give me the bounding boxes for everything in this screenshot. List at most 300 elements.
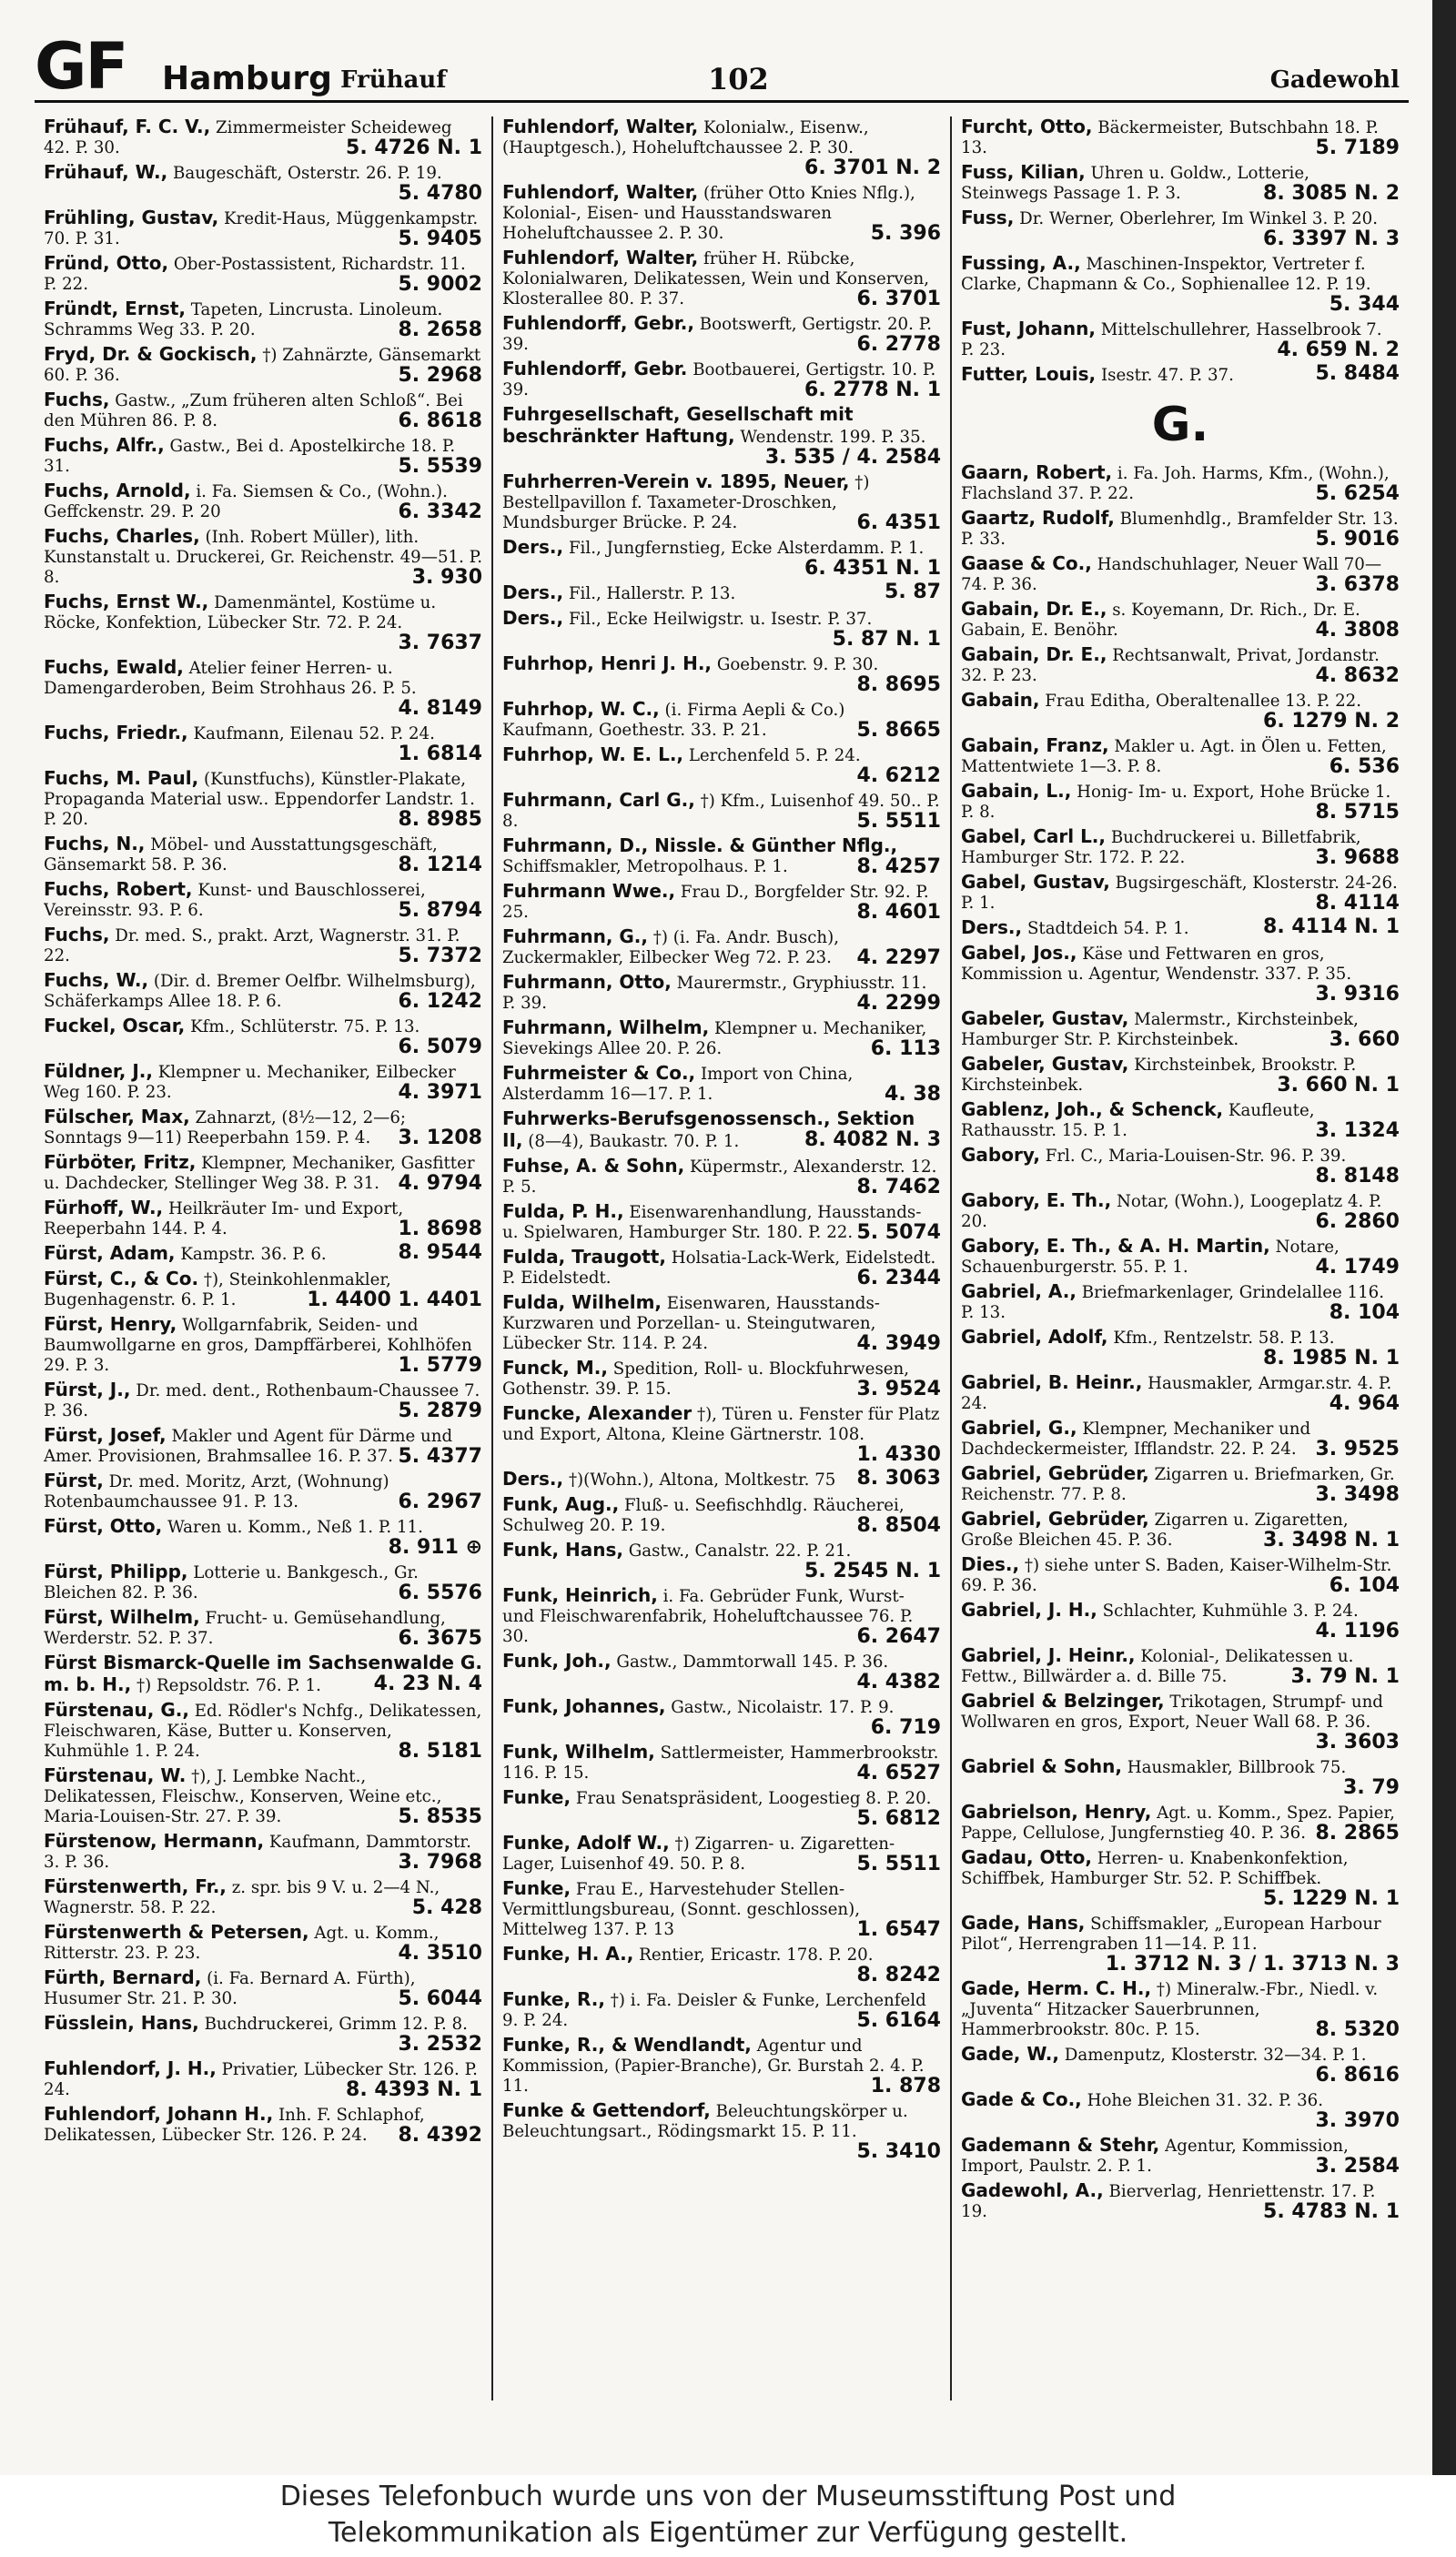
entry-details: Bugsirgeschäft, Klosterstr. 24-26. P. 1. [961, 874, 1398, 913]
directory-entry [961, 2180, 1400, 2222]
phone-number: 4. 3971 [398, 1081, 482, 1103]
entry-name: Fuchs, Alfr., [44, 435, 165, 456]
entry-details: Tapeten, Lincrusta. Linoleum. Schramms Weg 33. P. 20. [44, 300, 443, 339]
directory-entry [44, 2013, 482, 2055]
phone-number: 8. 4392 [398, 2124, 482, 2146]
entry-name: Fuhrmann Wwe., [502, 881, 676, 902]
directory-entry [502, 972, 941, 1014]
entry-details: Holsatia-Lack-Werk, Eidelstedt. P. Eidelstedt. [502, 1248, 936, 1288]
entry-details: Kredit-Haus, Müggenkampstr. 70. P. 31. [44, 209, 479, 248]
entry-name: Gabel, Jos., [961, 943, 1077, 964]
entry-name: Funk, Heinrich, [502, 1585, 658, 1606]
directory-entry [961, 690, 1400, 732]
directory-entry [961, 1645, 1400, 1687]
phone-number: 4. 3949 [856, 1332, 941, 1354]
entry-details: Waren u. Komm., Neß 1. P. 11. [167, 1518, 423, 1537]
directory-entry [961, 599, 1400, 641]
entry-name: Gade, W., [961, 2044, 1059, 2065]
entry-details: Buchdruckerei, Grimm 12. P. 8. [204, 2015, 468, 2034]
entry-details: (i. Fa. Bernard A. Fürth), Husumer Str. 21. P. 30. [44, 1969, 416, 2008]
entry-name: Gablenz, Joh., & Schenck, [961, 1099, 1224, 1120]
directory-entry [502, 1358, 941, 1400]
phone-number: 5. 8665 [856, 719, 941, 741]
entry-name: Gabel, Gustav, [961, 872, 1110, 893]
entry-name: Fürst, Henry, [44, 1314, 177, 1335]
entry-name: Gaartz, Rudolf, [961, 508, 1115, 529]
directory-entry [961, 1691, 1400, 1753]
phone-number: 6. 2647 [856, 1625, 941, 1647]
phone-number: 5. 5074 [856, 1221, 941, 1243]
entry-name: Fuhlendorf, Johann H., [44, 2104, 274, 2125]
entry-details: Rentier, Ericastr. 178. P. 20. [639, 1946, 874, 1965]
entry-details: Kolonialw., Eisenw., (Hauptgesch.), Hoheluftchaussee 2. P. 30. [502, 118, 869, 157]
directory-entry [961, 1756, 1400, 1798]
phone-number: 3. 1324 [1315, 1119, 1400, 1141]
entry-details: Spedition, Roll- u. Blockfuhrwesen, Gothenstr. 39. P. 15. [502, 1359, 910, 1399]
phone-number: 5. 4783 N. 1 [1263, 2200, 1400, 2222]
phone-number: 8. 1214 [398, 854, 482, 875]
entry-details: Dr. med. S., prakt. Arzt, Wagnerstr. 31. P. 22. [44, 926, 460, 965]
entry-name: Füsslein, Hans, [44, 2013, 199, 2034]
entry-details: Agentur, Kommission, Import, Paulstr. 2. P. 1. [961, 2137, 1349, 2176]
phone-number: 5. 6812 [856, 1807, 941, 1829]
entry-name: Gabory, E. Th., [961, 1190, 1112, 1211]
entry-name: Fulda, Traugott, [502, 1247, 666, 1268]
phone-number: 5. 6254 [1315, 482, 1400, 504]
phone-number: 1. 6547 [856, 1918, 941, 1940]
entry-details: Gastw., Canalstr. 22. P. 21. [628, 1541, 852, 1561]
entry-name: Fust, Johann, [961, 318, 1096, 339]
directory-entry [961, 1802, 1400, 1844]
phone-number: 3. 930 [411, 566, 482, 588]
directory-entry [502, 2100, 941, 2162]
phone-number: 6. 719 [870, 1716, 941, 1738]
phone-number: 5. 2545 N. 1 [804, 1560, 941, 1582]
phone-number: 5. 9405 [398, 227, 482, 249]
phone-number: 5. 4780 [398, 182, 482, 204]
phone-number: 5. 4377 [398, 1445, 482, 1467]
entry-name: Gabain, [961, 690, 1040, 711]
phone-number: 8. 4082 N. 3 [804, 1128, 941, 1151]
entry-name: Gabel, Carl L., [961, 826, 1107, 847]
entry-details: Hohe Bleichen 31. 32. P. 36. [1087, 2091, 1324, 2110]
entry-name: Gabriel, G., [961, 1418, 1077, 1439]
entry-details: Klempner u. Mechaniker, Sievekings Allee 20. P. 26. [502, 1019, 927, 1058]
directory-entry [961, 1372, 1400, 1414]
directory-entry [961, 2089, 1400, 2131]
entry-details: Zigarren u. Zigaretten, Große Bleichen 45. P. 36. [961, 1511, 1349, 1550]
directory-entry [502, 926, 941, 968]
entry-name: Gabriel & Sohn, [961, 1756, 1122, 1777]
entry-details: Notar, (Wohn.), Loogeplatz 4. P. 20. [961, 1192, 1382, 1231]
column-right [952, 116, 1409, 2400]
entry-name: Fuchs, Ewald, [44, 657, 184, 678]
phone-number: 8. 2658 [398, 318, 482, 340]
entry-details: Blumenhdlg., Bramfelder Str. 13. P. 33. [961, 510, 1399, 549]
entry-details: Makler u. Agt. in Ölen u. Fetten, Mattentwiete 1—3. P. 8. [961, 737, 1387, 776]
entry-details: Frau Editha, Oberaltenallee 13. P. 22. [1045, 692, 1362, 711]
entry-name: Fürst, C., & Co. [44, 1268, 199, 1289]
directory-entry [961, 1978, 1400, 2040]
directory-entry [502, 1494, 941, 1536]
directory-entry [502, 2035, 941, 2097]
entry-details: †) Zigarren- u. Zigaretten-Lager, Luisenhof 49. 50. P. 8. [502, 1834, 895, 1874]
entry-name: Fuchs, N., [44, 834, 146, 854]
directory-entry [44, 1876, 482, 1918]
entry-details: †) Repsoldstr. 76. P. 1. [136, 1676, 321, 1695]
phone-number: 6. 4351 [856, 511, 941, 533]
phone-number: 6. 1279 N. 2 [1263, 710, 1400, 732]
entry-details: Frucht- u. Gemüsehandlung, Werderstr. 52. P. 37. [44, 1609, 446, 1648]
phone-number: 4. 2299 [856, 992, 941, 1014]
phone-number: 1. 878 [870, 2075, 941, 2097]
phone-number: 5. 7372 [398, 945, 482, 966]
directory-entry [502, 1585, 941, 1647]
entry-details: Atelier feiner Herren- u. Damengarderoben, Beim Strohhaus 26. P. 5. [44, 659, 417, 698]
directory-entry [961, 553, 1400, 595]
entry-details: Dr. med. dent., Rothenbaum-Chaussee 7. P. 36. [44, 1381, 480, 1420]
phone-number: 5. 6164 [856, 2009, 941, 2031]
entry-details: †) Bestellpavillon f. Taxameter-Droschken, Mundsburger Brücke. P. 24. [502, 473, 870, 532]
entry-details: Fil., Hallerstr. P. 13. [568, 584, 736, 603]
city-name: Hamburg [162, 60, 332, 97]
entry-details: Kfm., Rentzelstr. 58. P. 13. [1113, 1329, 1335, 1348]
phone-number: 3. 6378 [1315, 573, 1400, 595]
directory-entry [502, 1540, 941, 1582]
letter-heading: G. [1151, 398, 1209, 452]
entry-details: Gastw., Nicolaistr. 17. P. 9. [671, 1698, 895, 1717]
directory-entry [961, 1236, 1400, 1278]
footer-notice [0, 2475, 1456, 2557]
phone-number: 4. 9794 [398, 1172, 482, 1194]
phone-number: 6. 3701 N. 2 [804, 157, 941, 178]
entry-name: Fuchs, W., [44, 970, 149, 991]
entry-name: Fuhrhop, W. E. L., [502, 744, 684, 765]
directory-entry [44, 1652, 482, 1696]
entry-name: Fuhrhop, Henri J. H., [502, 653, 713, 674]
directory-entry [961, 781, 1400, 823]
entry-name: Fulda, P. H., [502, 1201, 624, 1222]
phone-number: 6. 3342 [398, 500, 482, 522]
footer-line-1: Dieses Telefonbuch wurde uns von der Museumsstiftung Post und [279, 2481, 1177, 2512]
directory-entry [502, 182, 941, 244]
entry-details: †), Steinkohlenmakler, Bugenhagenstr. 6. P. 1. [44, 1270, 391, 1309]
phone-number: 3. 7637 [398, 632, 482, 653]
phone-number: 5. 9016 [1315, 528, 1400, 550]
entry-details: Kaufleute, Rathausstr. 15. P. 1. [961, 1101, 1315, 1140]
entry-name: Futter, Louis, [961, 364, 1097, 385]
directory-entry [502, 1989, 941, 2031]
entry-name: Gabriel, B. Heinr., [961, 1372, 1143, 1393]
entry-details: Küpermstr., Alexanderstr. 12. P. 5. [502, 1157, 937, 1197]
directory-entry [44, 389, 482, 431]
entry-name: Fürhoff, W., [44, 1198, 164, 1218]
directory-entry [961, 116, 1400, 158]
directory-entry [502, 790, 941, 832]
directory-entry [44, 1561, 482, 1603]
directory-entry [502, 359, 941, 400]
entry-name: Fürstenau, G., [44, 1700, 189, 1721]
directory-entry [961, 943, 1400, 1005]
directory-entry [44, 207, 482, 249]
entry-name: Funke, R., [502, 1989, 605, 2010]
entry-details: †) i. Fa. Deisler & Funke, Lerchenfeld 9. P. 24. [502, 1991, 926, 2030]
entry-details: †), J. Lembke Nacht., Delikatessen, Fleischw., Konserven, Weine etc., Maria-Louisen-Str. 27. P. 39. [44, 1767, 442, 1826]
directory-entry [44, 2058, 482, 2100]
phone-number: 1. 5779 [398, 1354, 482, 1376]
entry-details: Beleuchtungskörper u. Beleuchtungsart., Rödingsmarkt 15. P. 11. [502, 2102, 908, 2141]
entry-name: Fuchs, M. Paul, [44, 768, 199, 789]
phone-number: 6. 104 [1329, 1574, 1400, 1596]
entry-name: Furcht, Otto, [961, 116, 1093, 137]
entry-details: Maschinen-Inspektor, Vertreter f. Clarke, Chapmann & Co., Sophienallee 12. P. 19. [961, 255, 1371, 294]
entry-name: Fuhlendorf, Walter, [502, 116, 699, 137]
phone-number: 1. 4330 [856, 1443, 941, 1465]
entry-name: Frühling, Gustav, [44, 207, 219, 228]
entry-name: Gabain, L., [961, 781, 1072, 802]
entry-name: Dies., [961, 1554, 1020, 1575]
last-entry-word: Gadewohl [1269, 66, 1400, 94]
phone-number: 6. 5576 [398, 1582, 482, 1603]
entry-name: Gade & Co., [961, 2089, 1082, 2110]
phone-number: 5. 6044 [398, 1987, 482, 2009]
directory-entry [961, 1190, 1400, 1232]
phone-number: 3. 9316 [1315, 983, 1400, 1005]
directory-entry [502, 608, 941, 650]
phone-number: 6. 3701 [856, 288, 941, 309]
entry-name: Fuchs, [44, 925, 110, 945]
directory-entry [502, 1833, 941, 1875]
phone-number: 3. 79 [1343, 1776, 1400, 1798]
phone-number: 3. 7968 [398, 1851, 482, 1873]
entry-details: Gastw., Bei d. Apostelkirche 18. P. 31. [44, 437, 456, 476]
entry-details: früher H. Rübcke, Kolonialwaren, Delikatessen, Wein und Konserven, Klosterallee 80. P. 37. [502, 249, 929, 308]
entry-name: Fründ, Otto, [44, 253, 169, 274]
directory-entry [44, 1765, 482, 1827]
directory-entry [502, 1742, 941, 1784]
entry-details: Inh. F. Schlaphof, Delikatessen, Lübecker Str. 126. P. 24. [44, 2106, 425, 2145]
phone-number: 8. 911 ⊕ [388, 1536, 482, 1558]
directory-entry [961, 1145, 1400, 1187]
entry-name: Gabriel, Gebrüder, [961, 1509, 1149, 1530]
entry-name: Funke & Gettendorf, [502, 2100, 711, 2121]
directory-entry [44, 526, 482, 588]
directory-entry [44, 1471, 482, 1512]
entry-details: †) siehe unter S. Baden, Kaiser-Wilhelm-Str. 69. P. 36. [961, 1556, 1392, 1595]
entry-details: s. Koyemann, Dr. Rich., Dr. E. Gabain, E. Benöhr. [961, 601, 1360, 640]
entry-name: Funke, R., & Wendlandt, [502, 2035, 752, 2056]
binding-edge [1432, 0, 1456, 2475]
entry-name: Funk, Joh., [502, 1651, 612, 1672]
entry-details: Frau D., Borgfelder Str. 92. P. 25. [502, 883, 929, 922]
directory-entry [44, 834, 482, 875]
phone-number: 8. 8695 [856, 673, 941, 695]
entry-name: Fürstenow, Hermann, [44, 1831, 265, 1852]
directory-entry [961, 364, 1400, 386]
entry-name: Frühauf, W., [44, 162, 168, 183]
directory-entry [44, 1152, 482, 1194]
phone-number: 6. 3397 N. 3 [1263, 227, 1400, 249]
entry-name: Fuhrmann, G., [502, 926, 648, 947]
phone-number: 5. 2968 [398, 364, 482, 386]
phone-number: 8. 9544 [398, 1243, 482, 1264]
directory-entry [44, 1198, 482, 1239]
entry-details: Damenputz, Klosterstr. 32—34. P. 1. [1064, 2046, 1367, 2065]
directory-entry [502, 537, 941, 579]
entry-details: Herren- u. Knabenkonfektion, Schiffbek, Hamburger Str. 52. P. Schiffbek. [961, 1849, 1349, 1888]
entry-name: Fuhrmann, Otto, [502, 972, 672, 993]
phone-number: 8. 5320 [1315, 2018, 1400, 2040]
entry-name: Ders., [502, 537, 564, 558]
directory-entry [961, 318, 1400, 360]
directory-entry [44, 480, 482, 522]
entry-details: Zigarren u. Briefmarken, Gr. Reichenstr. 77. P. 8. [961, 1465, 1395, 1504]
directory-entry [502, 1247, 941, 1289]
phone-number: 5. 8535 [398, 1805, 482, 1827]
entry-details: Bäckermeister, Butschbahn 18. P. 13. [961, 118, 1379, 157]
directory-entry [44, 298, 482, 340]
entry-name: Fuhlendorff, Gebr., [502, 313, 694, 334]
directory-entry [44, 162, 482, 204]
directory-entry [44, 1243, 482, 1265]
section-code: GF [35, 29, 127, 104]
entry-name: Gabriel & Belzinger, [961, 1691, 1165, 1712]
entry-details: Bierverlag, Henriettenstr. 17. P. 19. [961, 2182, 1376, 2221]
entry-details: Makler und Agent für Därme und Amer. Provisionen, Brahmsallee 16. P. 37. [44, 1427, 453, 1466]
entry-details: Schiffsmakler, Metropolhaus. P. 1. [502, 857, 788, 876]
entry-details: Fil., Jungfernstieg, Ecke Alsterdamm. P. 1. [568, 539, 925, 558]
phone-number: 1. 4400 1. 4401 [307, 1289, 482, 1310]
entry-name: Gabory, [961, 1145, 1040, 1166]
entry-details: †) Mineralw.-Fbr., Niedl. v. „Juventa“ Hitzacker Sauerbrunnen, Hammerbrookstr. 80c. P. 15. [961, 1980, 1379, 2039]
phone-number: 4. 6527 [856, 1762, 941, 1784]
directory-entry [44, 768, 482, 830]
directory-entry [961, 207, 1400, 249]
phone-number: 5. 7189 [1315, 136, 1400, 158]
phone-number: 4. 4382 [856, 1671, 941, 1693]
entry-name: Funcke, Alexander [502, 1403, 693, 1424]
phone-number: 8. 4114 [1315, 892, 1400, 914]
entry-name: Funke, [502, 1878, 571, 1899]
directory-entry [502, 116, 941, 178]
phone-number: 5. 87 [885, 582, 941, 603]
entry-details: Hausmakler, Billbrook 75. [1127, 1758, 1347, 1777]
entry-name: Gabriel, J. H., [961, 1600, 1097, 1621]
phone-number: 8. 5181 [398, 1740, 482, 1762]
directory-entry [961, 1281, 1400, 1323]
entry-details: Sattlermeister, Hammerbrookstr. 116. P. 15. [502, 1743, 939, 1783]
directory-entry [44, 344, 482, 386]
entry-name: Fuchs, Charles, [44, 526, 200, 547]
phone-number: 5. 396 [870, 222, 941, 244]
entry-name: Ders., [502, 608, 564, 629]
phone-number: 5. 3410 [856, 2140, 941, 2162]
directory-entry [502, 699, 941, 741]
entry-details: Bootbauerei, Gertigstr. 10. P. 39. [502, 360, 936, 399]
entry-name: Fülscher, Max, [44, 1107, 190, 1127]
entry-name: Fürst, J., [44, 1380, 131, 1400]
phone-number: 6. 5079 [398, 1036, 482, 1057]
entry-details: Kaufmann, Dammtorstr. 3. P. 36. [44, 1833, 471, 1872]
phone-number: 8. 4393 N. 1 [346, 2078, 482, 2100]
phone-number: 8. 8985 [398, 808, 482, 830]
entry-name: Fuhrmann, Wilhelm, [502, 1017, 710, 1038]
directory-entry [44, 116, 482, 158]
directory-entry [44, 1107, 482, 1148]
entry-name: Gade, Hans, [961, 1913, 1086, 1934]
entry-name: Gabriel, Adolf, [961, 1327, 1108, 1348]
entry-name: Fuhrmann, D., Nissle. & Günther Nflg., [502, 835, 898, 856]
entry-name: Fuchs, Ernst W., [44, 591, 209, 612]
directory-entry [961, 1463, 1400, 1505]
entry-details: z. spr. bis 9 V. u. 2—4 N., Wagnerstr. 58. P. 22. [44, 1878, 440, 1917]
entry-details: Kolonial-, Delikatessen u. Fettw., Billwärder a. d. Bille 75. [961, 1647, 1354, 1686]
entry-name: Gabriel, A., [961, 1281, 1077, 1302]
phone-number: 4. 38 [885, 1083, 941, 1105]
directory-entry [44, 1831, 482, 1873]
entry-details: Dr. Werner, Oberlehrer, Im Winkel 3. P. 20. [1019, 209, 1379, 228]
phone-number: 5. 9002 [398, 273, 482, 295]
entry-details: Import von China, Alsterdamm 16—17. P. 1. [502, 1065, 854, 1104]
entry-details: Bootswerft, Gertigstr. 20. P. 39. [502, 315, 933, 354]
phone-number: 3. 660 N. 1 [1277, 1074, 1400, 1096]
entry-details: (früher Otto Knies Nflg.), Kolonial-, Eisen- und Hausstandswaren Hoheluftchaussee 2. P. 30. [502, 184, 915, 243]
entry-details: Frau Senatspräsident, Loogestieg 8. P. 20. [575, 1789, 932, 1808]
entry-name: Fürböter, Fritz, [44, 1152, 197, 1173]
directory-entry [961, 917, 1400, 939]
entry-details: Schiffsmakler, „European Harbour Pilot“, Herrengraben 11—14. P. 11. [961, 1915, 1381, 1954]
directory-entry [502, 1017, 941, 1059]
entry-details: Maurermstr., Gryphiusstr. 11. P. 39. [502, 974, 927, 1013]
entry-details: Klempner u. Mechaniker, Eilbecker Weg 160. P. 23. [44, 1063, 456, 1102]
directory-entry [502, 835, 941, 877]
entry-name: Fuchs, Arnold, [44, 480, 191, 501]
entry-name: Fürst, [44, 1471, 104, 1491]
directory-entry [961, 1913, 1400, 1975]
phone-number: 6. 2778 N. 1 [804, 379, 941, 400]
directory-entry [44, 1700, 482, 1762]
entry-details: Frl. C., Maria-Louisen-Str. 96. P. 39. [1045, 1147, 1347, 1166]
directory-entry [961, 1847, 1400, 1909]
phone-number: 8. 4257 [856, 855, 941, 877]
entry-name: Gadewohl, A., [961, 2180, 1104, 2201]
phone-number: 4. 8149 [398, 697, 482, 719]
directory-entry [502, 582, 941, 604]
phone-number: 3. 660 [1329, 1028, 1400, 1050]
phone-number: 6. 2967 [398, 1491, 482, 1512]
column-left [35, 116, 493, 2400]
entry-name: Gademann & Stehr, [961, 2135, 1160, 2156]
entry-name: Fuchs, Robert, [44, 879, 193, 900]
entry-details: i. Fa. Gebrüder Funk, Wurst- und Fleischwarenfabrik, Hoheluftchaussee 76. P. 30. [502, 1587, 914, 1646]
entry-name: Funck, M., [502, 1358, 608, 1379]
phone-number: 8. 3085 N. 2 [1263, 182, 1400, 204]
entry-details: (Inh. Robert Müller), lith. Kunstanstalt u. Druckerei, Gr. Reichenstr. 49—51. P. 8. [44, 528, 482, 587]
phone-number: 8. 7462 [856, 1176, 941, 1198]
entry-details: Stadtdeich 54. P. 1. [1026, 919, 1189, 938]
phone-number: 4. 6212 [856, 764, 941, 786]
entry-name: Fuhse, A. & Sohn, [502, 1156, 685, 1177]
entry-details: †) Kfm., Luisenhof 49. 50.. P. 8. [502, 792, 940, 831]
directory-entry [961, 1600, 1400, 1642]
directory-entry [44, 925, 482, 966]
phone-number: 8. 4114 N. 1 [1263, 917, 1400, 938]
phone-number: 5. 8484 [1315, 364, 1400, 385]
entry-details: Agt. u. Komm., Spez. Papier, Pappe, Cellulose, Jungfernstieg 40. P. 36. [961, 1804, 1395, 1843]
entry-details: Damenmäntel, Kostüme u. Röcke, Konfektion, Lübecker Str. 72. P. 24. [44, 593, 437, 632]
entry-details: †)(Wohn.), Altona, Moltkestr. 75 [568, 1471, 836, 1490]
entry-name: Fürstenwerth, Fr., [44, 1876, 227, 1897]
